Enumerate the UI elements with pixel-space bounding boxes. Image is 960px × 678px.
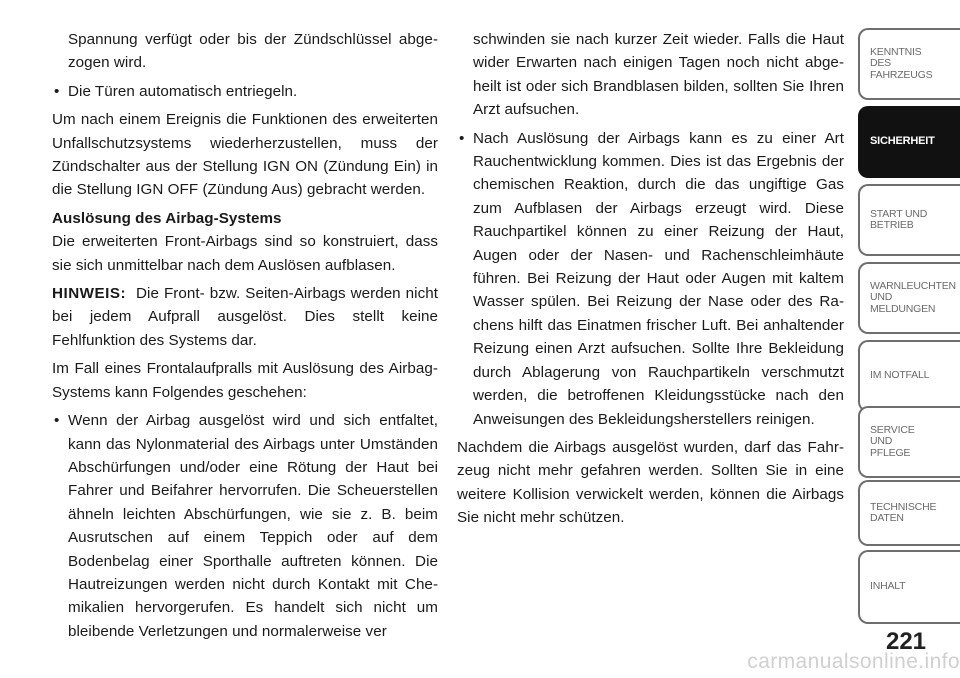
- tab-warnleuchten-und-meldungen[interactable]: WARNLEUCHTEN UND MELDUNGEN: [858, 262, 960, 334]
- bullet-list: [52, 409, 438, 643]
- watermark: carmanualsonline.info: [747, 650, 960, 673]
- continuation-paragraph: schwinden sie nach kurzer Zeit wieder. Falls die Haut wider Erwarten nach einigen Tagen noch nicht abgeheilt ist oder sich Brandblasen bilden, sollten Sie Ihren Arzt aufsuchen.: [473, 31, 844, 119]
- page-number: 221: [885, 628, 927, 655]
- tab-start-und-betrieb[interactable]: START UND BETRIEB: [858, 184, 960, 256]
- paragraph: Um nach einem Ereignis die Funktionen des erweiterten Unfallschutzsystems wiederherzustellen, muss der Zündschalter aus der Stellung IGN ON (Zündung Ein) in die Stellung IGN OFF (Zündung Aus) gebracht werden.: [52, 111, 438, 199]
- continuation-paragraph: Spannung verfügt oder bis der Zündschlüssel abgezogen wird.: [68, 31, 438, 72]
- note-paragraph: [52, 282, 438, 352]
- note-label: HINWEIS:: [52, 285, 127, 303]
- paragraph: Nachdem die Airbags ausgelöst wurden, darf das Fahrzeug nicht mehr gefahren werden. Sollten Sie in eine weitere Kollision verwickelt werden, können die Airbags Sie nicht mehr schützen.: [457, 438, 844, 527]
- bullet-list: [457, 127, 844, 431]
- tab-service-und-pflege[interactable]: SERVICE UND PFLEGE: [858, 406, 960, 478]
- list-item: • Die Türen automatisch entriegeln.: [52, 80, 438, 103]
- tab-kenntnis-des-fahrzeugs[interactable]: KENNTNIS DES FAHRZEUGS: [858, 28, 960, 100]
- chapter-tab-sidebar: [858, 28, 960, 624]
- paragraph: Die erweiterten Front-Airbags sind so konstruiert, dass sie sich unmittelbar nach dem Auslösen aufblasen.: [52, 233, 438, 274]
- paragraph: Im Fall eines Frontalaufpralls mit Auslösung des Airbag-Systems kann Folgendes geschehen:: [52, 360, 438, 401]
- tab-sicherheit[interactable]: SICHERHEIT: [858, 106, 960, 178]
- list-item: • Wenn der Airbag ausgelöst wird und sich entfaltet, kann das Nylonmaterial des Airbags unter Umständen Abschürfungen und/oder eine Rötung der Haut bei Fahrer und Beifahrer hervorrufen. Die Scheuerstellen ähneln leichten Abschürfungen, wie sie z. B. beim Ausrutschen auf einem Teppich oder auf dem Bodenbelag einer Sporthalle auftreten können. Die Hautreizungen werden nicht durch Kontakt mit Chemikalien hervorgerufen. Es handelt sich nicht um bleibende Verletzungen und normalerweise ver: [52, 409, 438, 643]
- tab-inhalt[interactable]: INHALT: [858, 550, 960, 624]
- section-heading: Auslösung des Airbag-Systems: [52, 209, 282, 227]
- left-text-column: [52, 28, 438, 648]
- tab-im-notfall[interactable]: IM NOTFALL: [858, 340, 960, 412]
- note-text: Die Front- bzw. Seiten-Airbags werden nicht bei jedem Aufprall ausgelöst. Dies stellt keine Fehlfunktion des Systems dar.: [52, 285, 438, 349]
- tab-technische-daten[interactable]: TECHNISCHE DATEN: [858, 480, 960, 546]
- list-item: • Nach Auslösung der Airbags kann es zu einer Art Rauchentwicklung kommen. Dies ist das Ergebnis der chemischen Reaktion, durch die das ungiftige Gas zum Aufblasen der Airbags erzeugt wird. Diese Rauchpartikel können zu einer Reizung der Haut, Augen oder der Nasen- und Rachenschleimhäute führen. Bei Reizung der Haut oder Augen mit kaltem Wasser spülen. Bei Reizung der Nase oder des Rachens hilft das Einatmen frischer Luft. Bei anhaltender Reizung einen Arzt aufsuchen. Sollte Ihre Bekleidung durch Ablagerung von Rauchpartikeln verschmutzt werden, die betroffenen Kleidungsstücke nach den Anweisungen des Bekleidungsherstellers reinigen.: [457, 127, 844, 431]
- bullet-list: [52, 80, 438, 103]
- right-text-column: [457, 28, 844, 535]
